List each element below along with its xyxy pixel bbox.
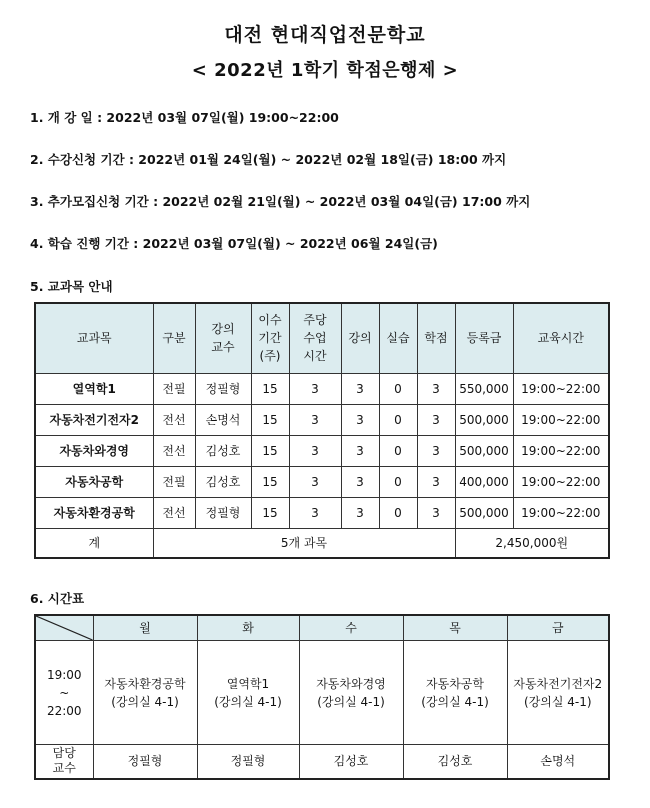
header-cell: 주당 수업 시간 [289, 303, 341, 373]
total-fee: 2,450,000원 [455, 528, 609, 558]
class-cell-friday [507, 641, 609, 745]
course-practice: 0 [379, 435, 417, 466]
course-weekly-hours: 3 [289, 497, 341, 528]
course-fee: 500,000 [455, 435, 513, 466]
course-weekly-hours: 3 [289, 404, 341, 435]
course-table [34, 302, 610, 559]
info-registration-period: 2. 수강신청 기간 : 2022년 01월 24일(월) ~ 2022년 02월 18일(금) 18:00 까지 [30, 152, 507, 167]
course-name: 열역학1 [35, 373, 153, 404]
time-separator: ~ [59, 685, 70, 700]
time-start: 19:00 [46, 667, 82, 682]
header-cell: 강의 교수 [195, 303, 251, 373]
professor-label [35, 745, 93, 779]
time-end: 22:00 [46, 703, 82, 718]
course-credits: 3 [417, 497, 455, 528]
day-monday: 월 [93, 615, 197, 641]
class-room: (강의실 4-1) [523, 694, 592, 709]
section-schedule-heading: 6. 시간표 [30, 591, 85, 606]
course-practice: 0 [379, 373, 417, 404]
header-cell: 학점 [417, 303, 455, 373]
course-time: 19:00~22:00 [513, 435, 609, 466]
professor-friday: 손명석 [507, 745, 609, 779]
course-credits: 3 [417, 435, 455, 466]
course-lecture: 3 [341, 435, 379, 466]
class-subject: 자동차환경공학 [104, 676, 186, 691]
corner-cell [35, 615, 93, 641]
course-credits: 3 [417, 466, 455, 497]
course-weekly-hours: 3 [289, 373, 341, 404]
day-tuesday: 화 [197, 615, 299, 641]
course-time: 19:00~22:00 [513, 404, 609, 435]
professor-thursday: 김성호 [403, 745, 507, 779]
day-thursday: 목 [403, 615, 507, 641]
class-cell-monday [93, 641, 197, 745]
info-opening-date: 1. 개 강 일 : 2022년 03월 07일(월) 19:00~22:00 [30, 110, 339, 125]
course-name: 자동차공학 [35, 466, 153, 497]
course-lecture: 3 [341, 466, 379, 497]
day-wednesday: 수 [299, 615, 403, 641]
course-fee: 500,000 [455, 404, 513, 435]
course-fee: 550,000 [455, 373, 513, 404]
header-cell: 교과목 [35, 303, 153, 373]
class-subject: 열역학1 [226, 676, 270, 691]
course-professor: 정필형 [195, 497, 251, 528]
total-course-count: 5개 과목 [153, 528, 455, 558]
course-weekly-hours: 3 [289, 435, 341, 466]
professor-label-line2: 교수 [52, 761, 76, 776]
class-cell-wednesday [299, 641, 403, 745]
course-type: 전선 [153, 404, 195, 435]
course-time: 19:00~22:00 [513, 466, 609, 497]
course-type: 전필 [153, 373, 195, 404]
class-room: (강의실 4-1) [214, 694, 282, 709]
class-cell-thursday [403, 641, 507, 745]
class-time [35, 641, 93, 745]
course-practice: 0 [379, 497, 417, 528]
header-cell: 구분 [153, 303, 195, 373]
table-row [35, 497, 609, 528]
course-weekly-hours: 3 [289, 466, 341, 497]
course-weeks: 15 [251, 404, 289, 435]
school-title: 대전 현대직업전문학교 [224, 24, 426, 46]
class-cell-tuesday [197, 641, 299, 745]
program-title: < 2022년 1학기 학점은행제 > [191, 60, 459, 81]
course-professor: 김성호 [195, 466, 251, 497]
course-name: 자동차전기전자2 [35, 404, 153, 435]
course-table-header [35, 303, 609, 373]
table-row [35, 435, 609, 466]
course-weeks: 15 [251, 373, 289, 404]
professor-wednesday: 김성호 [299, 745, 403, 779]
header-cell: 강의 [341, 303, 379, 373]
course-lecture: 3 [341, 497, 379, 528]
course-time: 19:00~22:00 [513, 497, 609, 528]
course-lecture: 3 [341, 404, 379, 435]
course-credits: 3 [417, 404, 455, 435]
info-additional-registration: 3. 추가모집신청 기간 : 2022년 02월 21일(월) ~ 2022년 03월 04일(금) 17:00 까지 [30, 194, 531, 209]
course-practice: 0 [379, 404, 417, 435]
course-practice: 0 [379, 466, 417, 497]
course-type: 전선 [153, 497, 195, 528]
course-weeks: 15 [251, 466, 289, 497]
course-weeks: 15 [251, 497, 289, 528]
header-cell: 실습 [379, 303, 417, 373]
class-subject: 자동차와경영 [316, 676, 386, 691]
course-professor: 정필형 [195, 373, 251, 404]
course-credits: 3 [417, 373, 455, 404]
day-friday: 금 [507, 615, 609, 641]
class-subject: 자동차전기전자2 [513, 676, 603, 691]
total-label: 계 [35, 528, 153, 558]
course-fee: 500,000 [455, 497, 513, 528]
schedule-professor-row [35, 745, 609, 779]
info-study-period: 4. 학습 진행 기간 : 2022년 03월 07일(월) ~ 2022년 06월 24일(금) [30, 236, 438, 251]
schedule-table [34, 614, 610, 780]
course-lecture: 3 [341, 373, 379, 404]
course-professor: 손명석 [195, 404, 251, 435]
header-cell: 이수 기간 (주) [251, 303, 289, 373]
class-room: (강의실 4-1) [111, 694, 179, 709]
class-subject: 자동차공학 [426, 676, 484, 691]
schedule-header [35, 615, 609, 641]
class-room: (강의실 4-1) [421, 694, 489, 709]
course-name: 자동차와경영 [35, 435, 153, 466]
course-professor: 김성호 [195, 435, 251, 466]
class-room: (강의실 4-1) [317, 694, 385, 709]
table-row [35, 404, 609, 435]
table-row [35, 373, 609, 404]
course-time: 19:00~22:00 [513, 373, 609, 404]
course-fee: 400,000 [455, 466, 513, 497]
professor-monday: 정필형 [93, 745, 197, 779]
table-row [35, 466, 609, 497]
course-type: 전선 [153, 435, 195, 466]
header-cell: 교육시간 [513, 303, 609, 373]
schedule-class-row [35, 641, 609, 745]
professor-tuesday: 정필형 [197, 745, 299, 779]
section-courses-heading: 5. 교과목 안내 [30, 279, 113, 294]
course-type: 전필 [153, 466, 195, 497]
course-weeks: 15 [251, 435, 289, 466]
professor-label-line1: 담당 [52, 746, 76, 761]
header-cell: 등록금 [455, 303, 513, 373]
diagonal-line-icon [36, 616, 93, 640]
course-name: 자동차환경공학 [35, 497, 153, 528]
total-row [35, 528, 609, 558]
